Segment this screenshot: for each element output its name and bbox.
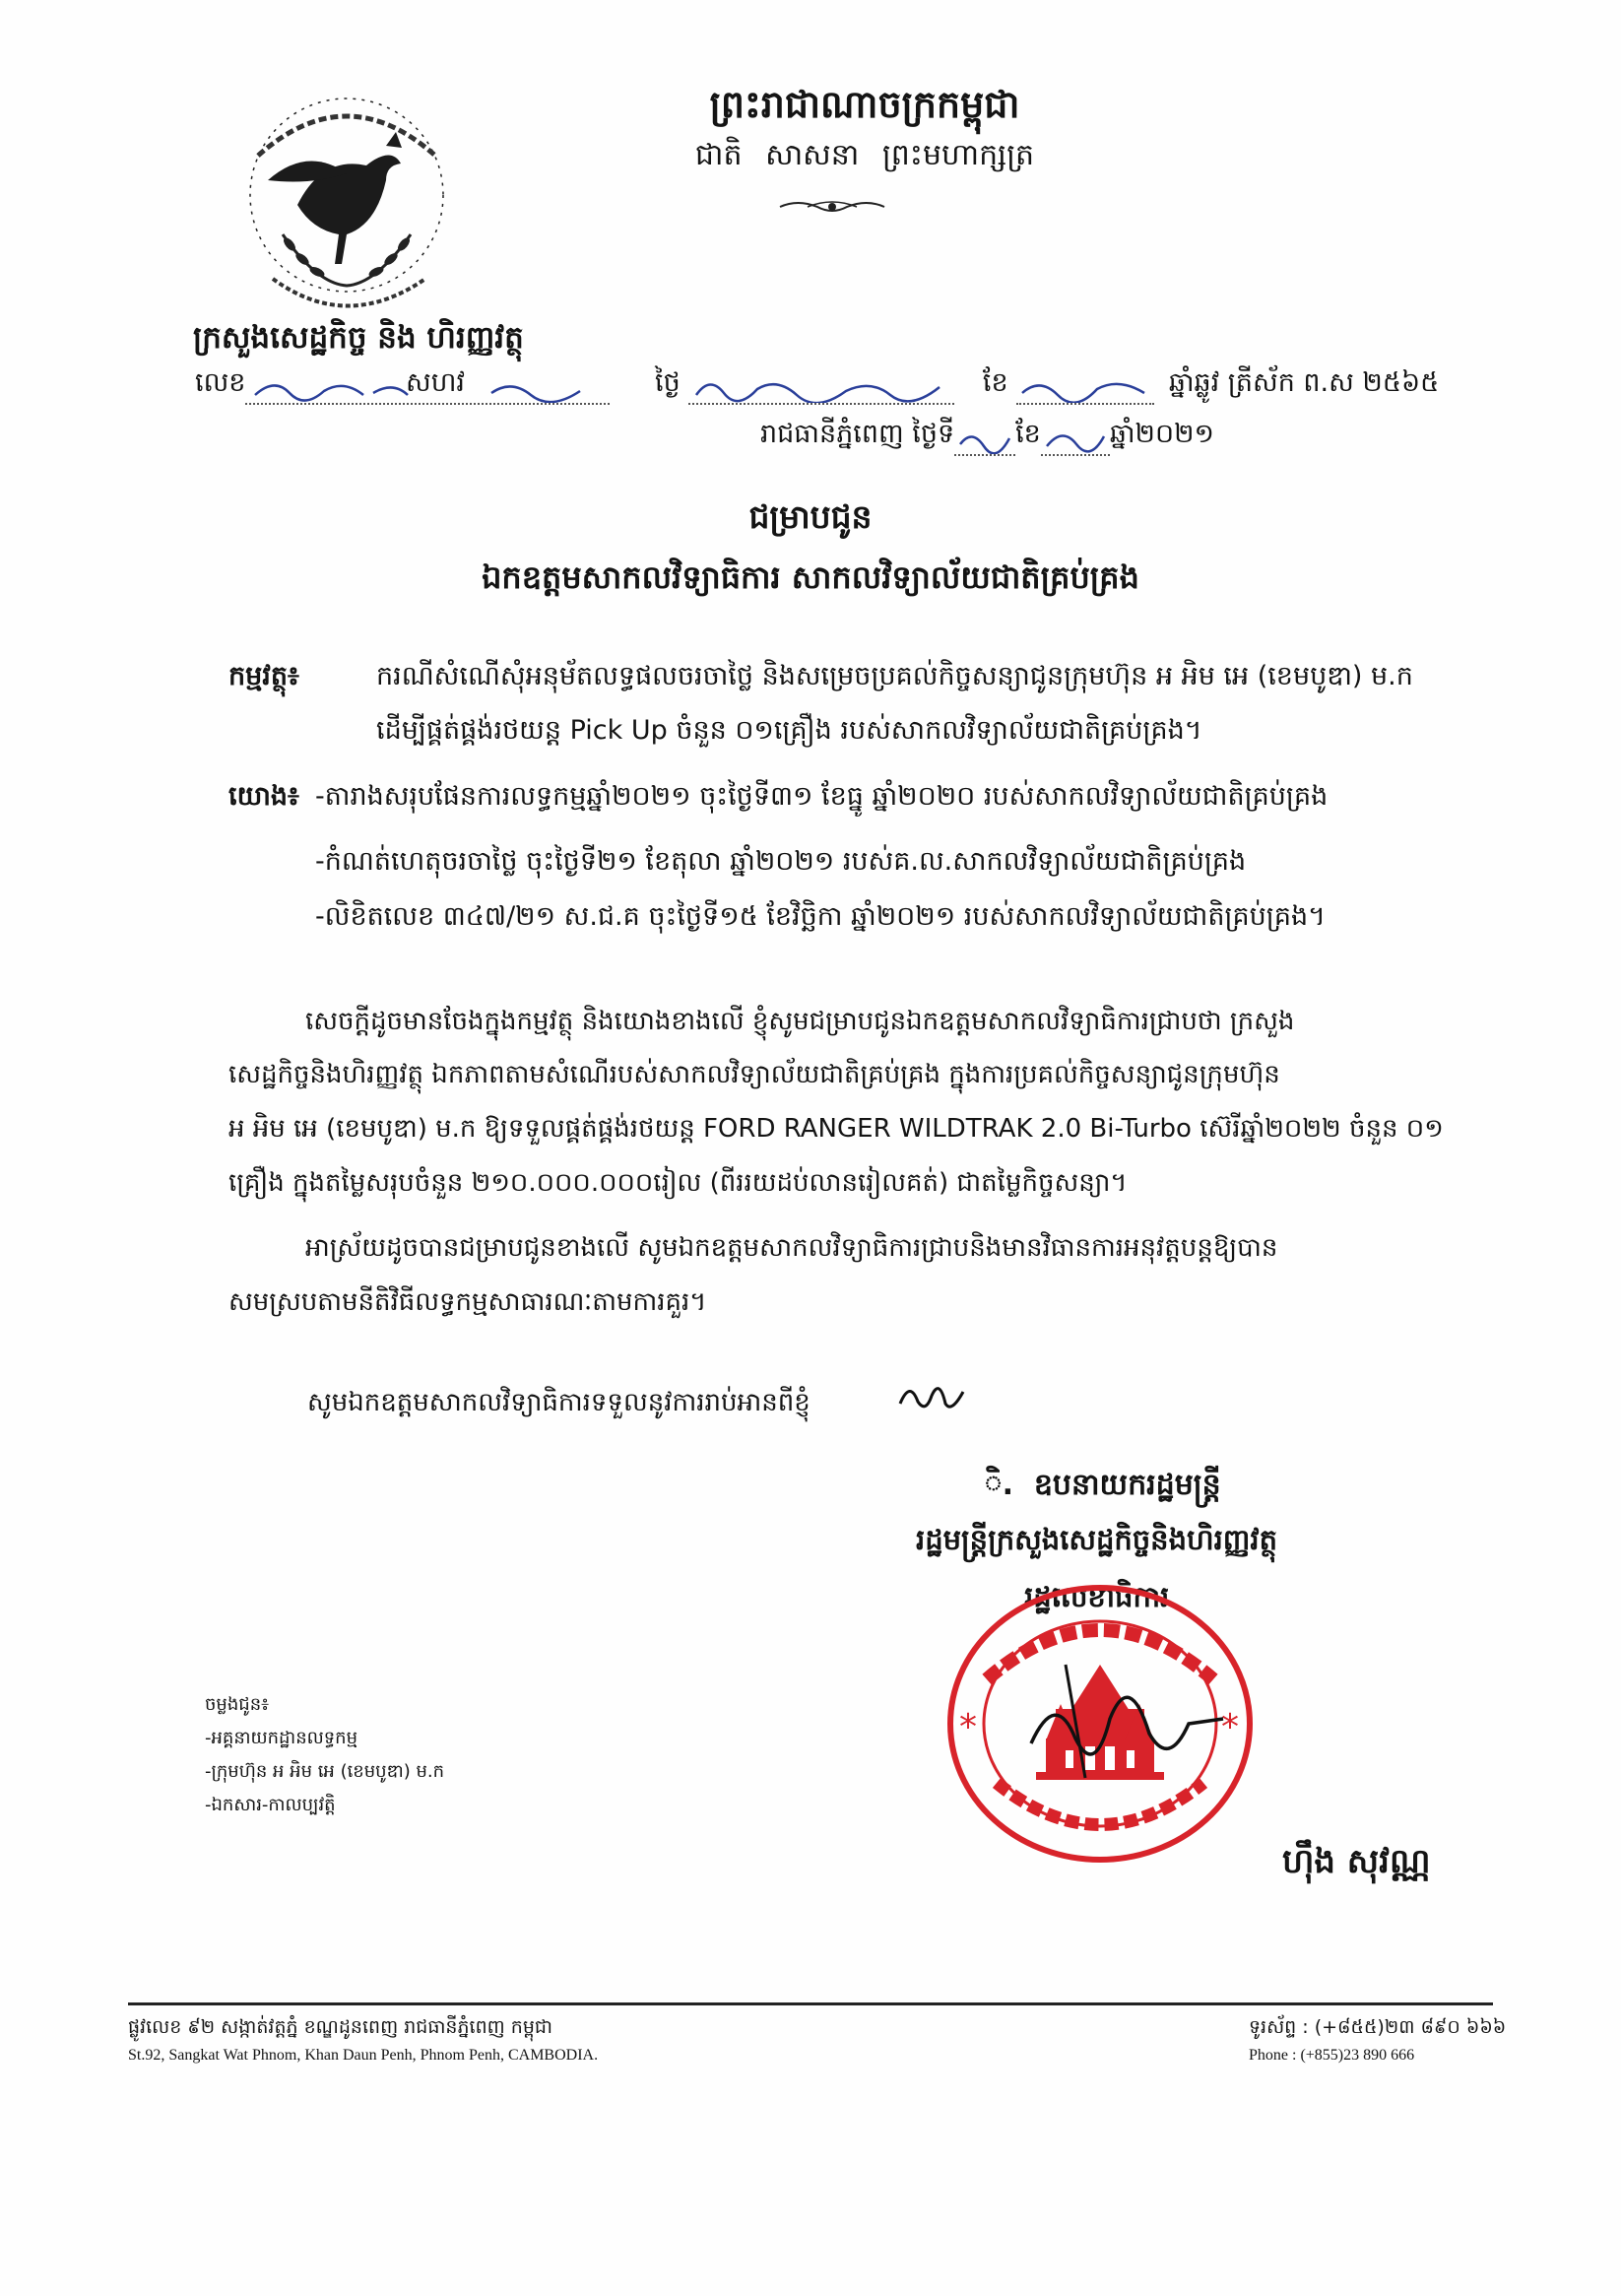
- ref-suffix: សហវ: [406, 367, 465, 398]
- subject-line-2: ដើម្បីផ្គត់ផ្គង់រថយន្ត Pick Up ចំនួន ០១គ្រឿង របស់សាកលវិទ្យាល័យជាតិគ្រប់គ្រង។: [376, 715, 1202, 746]
- signatory-name: ហ៊ឹង សុវណ្ណ: [1282, 1842, 1431, 1881]
- references-label: យោង៖: [228, 781, 299, 812]
- copies-block: [205, 1688, 444, 1822]
- copies-item: -ក្រុមហ៊ុន អ អិម អេ (ខេមបូឌា) ម.ក: [205, 1761, 445, 1782]
- lunar-day-handwriting: [688, 373, 954, 405]
- ministry-name: ក្រសួងសេដ្ឋកិច្ច និង ហិរញ្ញវត្ថុ: [193, 320, 524, 356]
- signature-prefix: [985, 1466, 1221, 1509]
- svg-text:*: *: [959, 1707, 977, 1747]
- footer-phone-khmer: ទូរស័ព្ទ : (+៨៥៥)២៣ ៨៩០ ៦៦៦: [1249, 2016, 1507, 2038]
- copies-item: -ឯកសារ-កាលប្បវត្តិ: [205, 1795, 336, 1815]
- subject-label: កម្មវត្ថុ៖: [228, 661, 299, 691]
- svg-text:*: *: [1221, 1707, 1239, 1747]
- body-paragraph-1-line: គ្រឿង ក្នុងតម្លៃសរុបចំនួន ២១០.០០០.០០០រៀល (ពីររយដប់លានរៀលគត់) ជាតម្លៃកិច្ចសន្យា។: [228, 1168, 1128, 1198]
- ornament-divider-icon: [778, 195, 886, 219]
- body-paragraph-2-line: អាស្រ័យដូចបានជម្រាបជូនខាងលើ សូមឯកឧត្តមសាកលវិទ្យាធិការជ្រាបនិងមានវិធានការអនុវត្តបន្តឱ្យបាន: [305, 1233, 1278, 1263]
- solar-year: ឆ្នាំ២០២១: [1109, 419, 1214, 449]
- body-paragraph-2-line: សមស្របតាមនីតិវិធីលទ្ធកម្មសាធារណៈតាមការគួរ។: [228, 1287, 707, 1317]
- handwritten-initial-icon: [896, 1374, 967, 1417]
- copies-label: ចម្លងជូន៖: [205, 1694, 270, 1715]
- footer-address-english: St.92, Sangkat Wat Phnom, Khan Daun Penh, Phnom Penh, CAMBODIA.: [128, 2047, 599, 2064]
- solar-date-line: [760, 418, 1214, 456]
- lunar-day-label: ថ្ងៃ: [655, 367, 681, 398]
- kingdom-title: ព្រះរាជាណាចក្រកម្ពុជា: [709, 83, 1020, 126]
- body-paragraph-1-line: អ អិម អេ (ខេមបូឌា) ម.ក ឱ្យទទួលផ្គត់ផ្គង់រថយន្ត FORD RANGER WILDTRAK 2.0 Bi-Turbo ស៊េរីឆ្នាំ២០២២ ចំនួន ០១: [228, 1114, 1444, 1144]
- solar-month-label: ខែ: [1015, 419, 1041, 449]
- address-title: ជម្រាបជូន: [748, 497, 873, 536]
- footer-phone-english: Phone : (+855)23 890 666: [1249, 2047, 1415, 2064]
- body-paragraph-1-line: សេចក្ដីដូចមានចែងក្នុងកម្មវត្ថុ និងយោងខាងលើ ខ្ញុំសូមជម្រាបជូនឯកឧត្តមសាកលវិទ្យាធិការជ្រាបថា ក្រសួង: [305, 1007, 1295, 1036]
- address-recipient: ឯកឧត្តមសាកលវិទ្យាធិការ សាកលវិទ្យាល័យជាតិគ្រប់គ្រង: [482, 558, 1139, 596]
- signature-prefix-text: ឧបនាយករដ្ឋមន្ត្រី: [1033, 1468, 1221, 1502]
- handwritten-solar-month-icon: [1041, 425, 1110, 454]
- reference-item: -តារាងសរុបផែនការលទ្ធកម្មឆ្នាំ២០២១ ចុះថ្ងៃទី៣១ ខែធ្នូ ឆ្នាំ២០២០ របស់សាកលវិទ្យាល័យជាតិគ្រប់គ្រង: [315, 781, 1329, 812]
- reference-item: -កំណត់ហេតុចរចាថ្លៃ ចុះថ្ងៃទី២១ ខែតុលា ឆ្នាំ២០២១ របស់គ.ល.សាកលវិទ្យាល័យជាតិគ្រប់គ្រង: [315, 846, 1247, 877]
- ref-label: លេខ: [195, 367, 246, 398]
- closing-line: សូមឯកឧត្តមសាកលវិទ្យាធិការទទួលនូវការរាប់អានពីខ្ញុំ: [307, 1388, 810, 1417]
- solar-month-handwriting: [1041, 425, 1110, 456]
- handwritten-lunar-day-icon: [688, 373, 954, 403]
- national-motto: ជាតិ សាសនា ព្រះមហាក្សត្រ: [694, 138, 1035, 172]
- ministry-emblem-icon: [228, 87, 465, 313]
- reference-item: -លិខិតលេខ ៣៤៧/២១ ស.ជ.គ ចុះថ្ងៃទី១៥ ខែវិច្ឆិកា ឆ្នាំ២០២១ របស់សាកលវិទ្យាល័យជាតិគ្រប់គ្រង។: [315, 901, 1326, 932]
- reference-number-line: [195, 366, 610, 405]
- lunar-month-handwriting: [1016, 373, 1154, 405]
- footer-address-khmer: ផ្លូវលេខ ៩២ សង្កាត់វត្តភ្នំ ខណ្ឌដូនពេញ រាជធានីភ្នំពេញ កម្ពុជា: [128, 2016, 552, 2038]
- solar-day-handwriting: [954, 425, 1015, 456]
- official-seal-icon: [938, 1571, 1282, 1867]
- place-day-label: រាជធានីភ្នំពេញ ថ្ងៃទី: [760, 419, 955, 449]
- handwritten-lunar-month-icon: [1016, 373, 1154, 403]
- signature-prefix-mark: ិ.: [985, 1468, 1034, 1502]
- lunar-month-label: ខែ: [982, 367, 1008, 398]
- handwritten-solar-day-icon: [954, 425, 1015, 454]
- subject-line-1: ករណីសំណើសុំអនុម័តលទ្ធផលចរចាថ្លៃ និងសម្រេចប្រគល់កិច្ចសន្យាជូនក្រុមហ៊ុន អ អិម អេ (ខេមបូឌា) ម.ក: [376, 661, 1413, 691]
- lunar-date-line: [655, 366, 1439, 405]
- lunar-year: ឆ្នាំឆ្លូវ ត្រីស័ក ព.ស ២៥៦៥: [1168, 367, 1440, 398]
- copies-item: -អគ្គនាយកដ្ឋានលទ្ធកម្ម: [205, 1728, 358, 1748]
- body-paragraph-1-line: សេដ្ឋកិច្ចនិងហិរញ្ញវត្ថុ ឯកភាពតាមសំណើរបស់សាកលវិទ្យាល័យជាតិគ្រប់គ្រង ក្នុងការប្រគល់កិច្ចសន្យាជូនក្រុមហ៊ុន: [228, 1060, 1280, 1089]
- footer-divider: [128, 2002, 1493, 2005]
- signature-role-2: រដ្ឋលេខាធិការ: [1024, 1580, 1170, 1613]
- signature-role-1: រដ្ឋមន្ត្រីក្រសួងសេដ្ឋកិច្ចនិងហិរញ្ញវត្ថុ: [916, 1523, 1278, 1556]
